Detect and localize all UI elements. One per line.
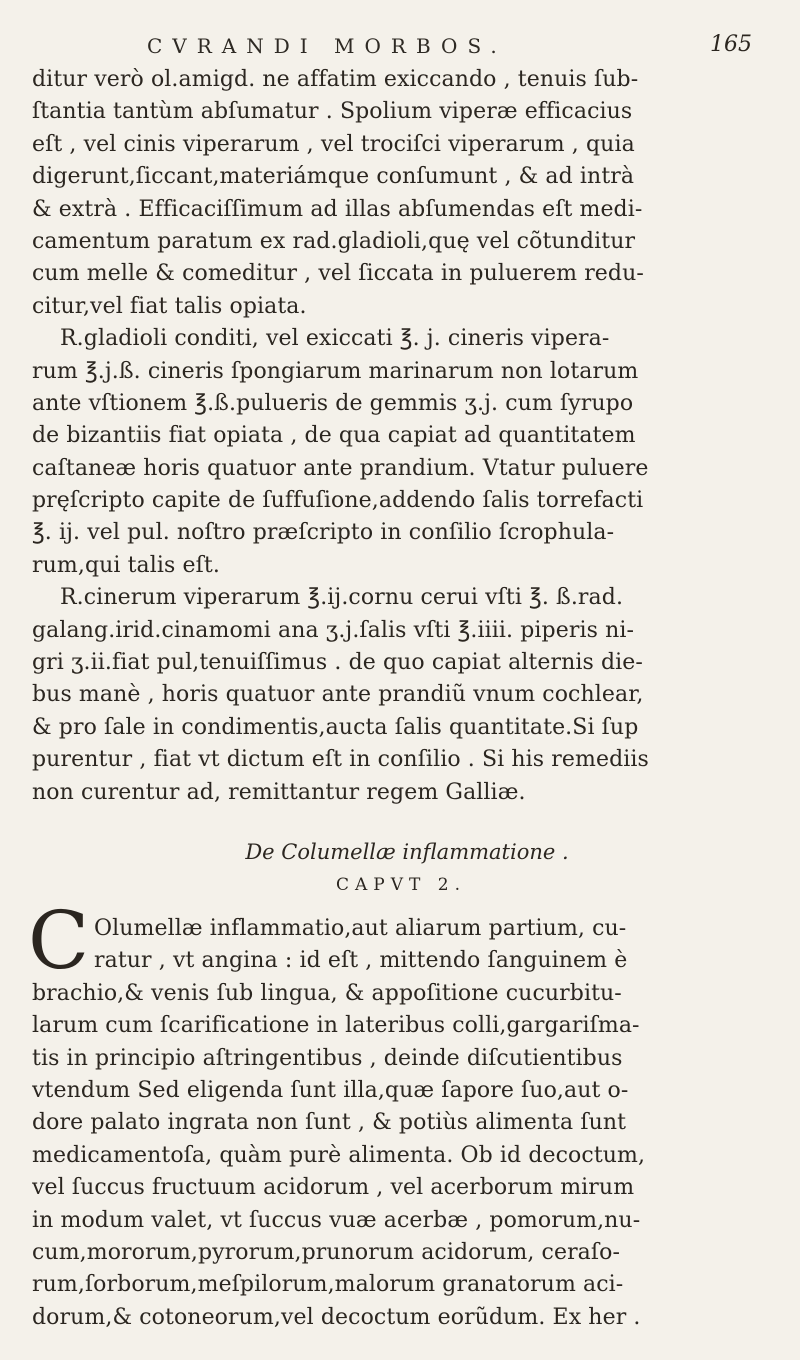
text-line: vtendum Sed eligenda ſunt illa,quæ ſapore ſuo,aut o-: [32, 1077, 629, 1103]
text-line: ſtantia tantùm abſumatur . Spolium viperæ efficacius: [32, 99, 633, 125]
text-line: larum cum ſcarificatione in lateribus colli,gargariſma-: [32, 1013, 640, 1039]
chapter-paragraph: [28, 893, 762, 1334]
section-title: De Columellæ inflammatione .: [245, 839, 569, 864]
text-line: & extrà . Efficaciſſimum ad illas abſumendas eſt medi-: [32, 196, 643, 222]
text-line: citur,vel fiat talis opiata.: [32, 293, 307, 319]
text-line: caſtaneæ horis quatuor ante prandium. Vtatur puluere: [32, 455, 649, 481]
text-line: R.gladioli conditi, vel exiccati ℥. j. cineris vipera-: [60, 326, 610, 352]
text-line: cum melle & comeditur , vel ſiccata in puluerem redu-: [32, 261, 644, 287]
text-line: brachio,& venis ſub lingua, & appoſitione cucurbitu-: [32, 980, 622, 1006]
text-line: bus manè , horis quatuor ante prandiũ vnum cochlear,: [32, 682, 644, 708]
text-line: rum,ſorborum,meſpilorum,malorum granatorum aci-: [32, 1272, 624, 1298]
text-line: digerunt,ſiccant,materiámque conſumunt , & ad intrà: [32, 164, 635, 190]
text-line: pręſcripto capite de ſuffuſione,addendo ſalis torrefacti: [32, 488, 644, 514]
text-block: [28, 64, 762, 1334]
text-line: ratur , vt angina : id eſt , mittendo ſanguinem è: [94, 948, 628, 974]
running-title: CVRANDI MORBOS.: [147, 34, 507, 58]
text-line: camentum paratum ex rad.gladioli,quę vel cõtunditur: [32, 228, 636, 254]
recipe-paragraph-2: [32, 582, 762, 809]
text-line: cum,mororum,pyrorum,prunorum acidorum, ceraſo-: [32, 1239, 621, 1265]
text-line: non curentur ad, remittantur regem Galliæ.: [32, 779, 526, 805]
running-head: [32, 30, 772, 64]
text-line: eſt , vel cinis viperarum , vel trociſci viperarum , quia: [32, 131, 635, 157]
text-line: in modum valet, vt ſuccus vuæ acerbæ , pomorum,nu-: [32, 1207, 641, 1233]
recipe-paragraph-1: [32, 323, 762, 582]
text-line: purentur , fiat vt dictum eſt in conſilio . Si his remediis: [32, 747, 649, 773]
text-line: ante vſtionem ℥.ß.pulueris de gemmis ʒ.j. cum ſyrupo: [32, 390, 634, 416]
section-gap: [32, 809, 762, 835]
drop-cap: C: [28, 893, 90, 987]
text-line: ℥. ij. vel pul. noſtro præſcripto in conſilio ſcrophula-: [32, 520, 615, 546]
text-line: R.cinerum viperarum ℥.ij.cornu cerui vſti ℥. ß.rad.: [60, 585, 624, 611]
page-number: 165: [710, 32, 752, 57]
text-line: medicamentoſa, quàm purè alimenta. Ob id decoctum,: [32, 1142, 646, 1168]
drop-cap-row: [32, 945, 762, 977]
chapter-label: CAPVT 2.: [336, 874, 466, 895]
paragraph-1: [32, 64, 762, 323]
text-line: dore palato ingrata non ſunt , & potiùs alimenta ſunt: [32, 1110, 627, 1136]
text-line: rum ℥.j.ß. cineris ſpongiarum marinarum non lotarum: [32, 358, 639, 384]
text-line: galang.irid.cinamomi ana ʒ.j.ſalis vſti ℥.iiii. piperis ni-: [32, 617, 635, 643]
text-line: rum,qui talis eſt.: [32, 552, 220, 578]
text-line: & pro ſale in condimentis,aucta ſalis quantitate.Si ſup: [32, 714, 639, 740]
text-line: Olumellæ inflammatio,aut aliarum partium, cu-: [94, 915, 627, 941]
text-line: tis in principio aſtringentibus , deinde diſcutientibus: [32, 1045, 623, 1071]
text-line: gri ʒ.ii.fiat pul,tenuiſſimus . de quo capiat alternis die-: [32, 650, 643, 676]
text-line: vel ſuccus fructuum acidorum , vel acerborum mirum: [32, 1175, 635, 1201]
spacer: [32, 901, 762, 913]
text-line: dorum,& cotoneorum,vel decoctum eorũdum. Ex her .: [32, 1304, 641, 1330]
text-line: de bizantiis fiat opiata , de qua capiat ad quantitatem: [32, 423, 636, 449]
text-line: ditur verò ol.amigd. ne affatim exiccando , tenuis ſub-: [32, 67, 639, 92]
